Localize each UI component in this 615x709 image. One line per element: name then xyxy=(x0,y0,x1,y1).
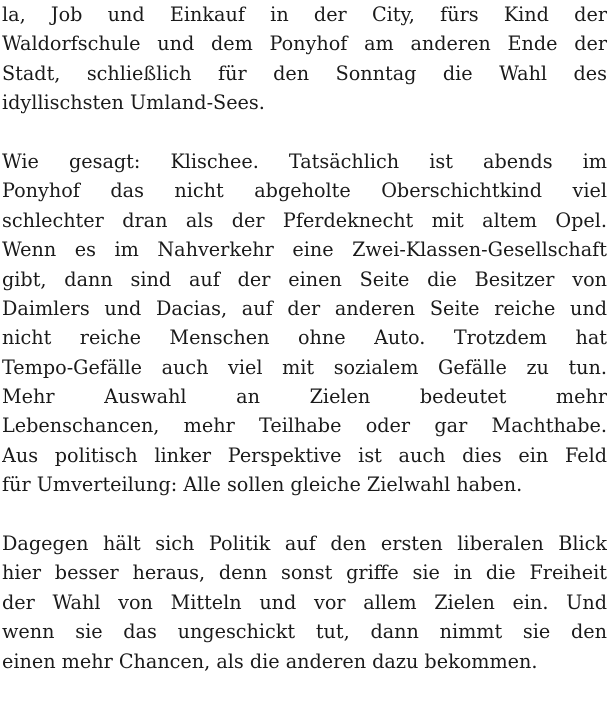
text-line: Lebenschancen, mehr Teilhabe oder gar Machthabe. xyxy=(2,414,607,438)
text-line: Tempo-Gefälle auch viel mit sozialem Gefälle zu tun. xyxy=(2,355,607,379)
paragraph-2 xyxy=(2,147,607,500)
paragraph-gap xyxy=(2,118,607,147)
text-line: Dagegen hält sich Politik auf den ersten liberalen Blick xyxy=(2,532,607,556)
text-line: Stadt, schließlich für den Sonntag die Wahl des xyxy=(2,61,607,85)
text-line: wenn sie das ungeschickt tut, dann nimmt sie den xyxy=(2,620,607,644)
paragraph-1 xyxy=(2,0,607,118)
text-line: hier besser heraus, denn sonst griffe sie in die Freiheit xyxy=(2,561,607,585)
document-page xyxy=(2,0,607,676)
text-line: gibt, dann sind auf der einen Seite die Besitzer von xyxy=(2,267,607,291)
paragraph-gap xyxy=(2,500,607,529)
text-line: Daimlers und Dacias, auf der anderen Seite reiche und xyxy=(2,296,607,320)
text-line: Aus politisch linker Perspektive ist auch dies ein Feld xyxy=(2,443,607,467)
text-line: schlechter dran als der Pferdeknecht mit altem Opel. xyxy=(2,208,607,232)
text-line: der Wahl von Mitteln und vor allem Zielen ein. Und xyxy=(2,590,607,614)
paragraph-3 xyxy=(2,529,607,676)
text-line: Wenn es im Nahverkehr eine Zwei-Klassen-Gesellschaft xyxy=(2,238,607,262)
text-line: Waldorfschule und dem Ponyhof am anderen Ende der xyxy=(2,32,607,56)
text-line: la, Job und Einkauf in der City, fürs Kind der xyxy=(2,3,607,26)
text-line: Ponyhof das nicht abgeholte Oberschichtkind viel xyxy=(2,179,607,203)
text-line: Wie gesagt: Klischee. Tatsächlich ist abends im xyxy=(2,149,607,173)
text-line: Mehr Auswahl an Zielen bedeutet mehr xyxy=(2,385,607,409)
text-line: für Umverteilung: Alle sollen gleiche Zielwahl haben. xyxy=(2,473,523,497)
text-line: nicht reiche Menschen ohne Auto. Trotzdem hat xyxy=(2,326,607,350)
text-line: einen mehr Chancen, als die anderen dazu bekommen. xyxy=(2,649,538,673)
text-line: idyllischsten Umland-Sees. xyxy=(2,91,265,115)
